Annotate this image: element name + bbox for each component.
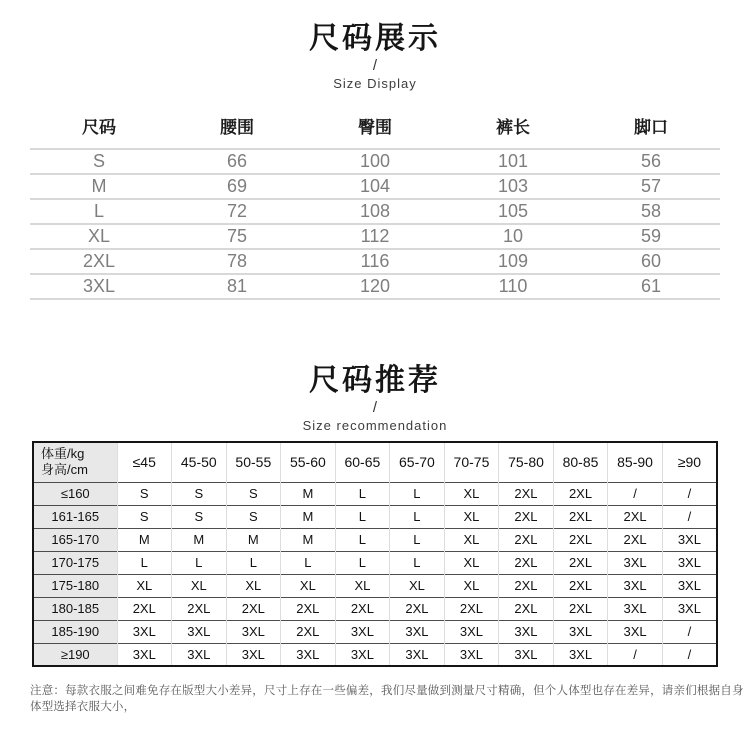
size-table-cell: 104 (359, 176, 391, 196)
recommended-size-cell: 2XL (444, 597, 499, 620)
recommended-size-cell: L (390, 551, 445, 574)
recommended-size-cell: 3XL (662, 528, 717, 551)
recommended-size-cell: L (335, 505, 390, 528)
recommended-size-cell: M (226, 528, 281, 551)
weight-range-header: 85-90 (608, 442, 663, 482)
recommended-size-cell: 3XL (608, 620, 663, 643)
recommended-size-cell: 2XL (172, 597, 227, 620)
recommended-size-cell: 2XL (390, 597, 445, 620)
recommended-size-cell: XL (444, 482, 499, 505)
recommended-size-cell: 2XL (553, 574, 608, 597)
recommended-size-cell: 3XL (117, 643, 172, 666)
recommended-size-cell: 3XL (335, 620, 390, 643)
recommended-size-cell: / (662, 643, 717, 666)
recommendation-row (33, 528, 717, 551)
slash-divider: / (372, 56, 378, 74)
recommended-size-cell: 3XL (390, 643, 445, 666)
recommended-size-cell: 3XL (335, 643, 390, 666)
recommended-size-cell: 3XL (226, 643, 281, 666)
size-table-cell: 81 (226, 276, 248, 296)
recommended-size-cell: XL (117, 574, 172, 597)
recommended-size-cell: L (335, 482, 390, 505)
size-table-cell: 110 (498, 276, 528, 296)
size-recommendation-section (0, 364, 750, 667)
recommended-size-cell: 3XL (281, 643, 336, 666)
recommended-size-cell: 2XL (281, 597, 336, 620)
height-range-cell: 161-165 (33, 505, 117, 528)
size-table-row (30, 149, 720, 174)
recommended-size-cell: M (281, 528, 336, 551)
recommendation-table (32, 441, 718, 667)
recommended-size-cell: XL (335, 574, 390, 597)
recommended-size-cell: 2XL (499, 597, 554, 620)
size-table-row (30, 174, 720, 199)
recommended-size-cell: S (117, 482, 172, 505)
size-recommendation-subtitle: Size recommendation (302, 418, 448, 433)
height-range-cell: 165-170 (33, 528, 117, 551)
weight-range-header: 55-60 (281, 442, 336, 482)
height-range-cell: ≤160 (33, 482, 117, 505)
size-display-title: 尺码展示 (309, 22, 441, 55)
recommended-size-cell: 3XL (172, 620, 227, 643)
recommended-size-cell: 3XL (390, 620, 445, 643)
recommended-size-cell: 3XL (662, 551, 717, 574)
size-recommendation-title: 尺码推荐 (309, 364, 441, 397)
recommended-size-cell: 2XL (499, 505, 554, 528)
recommended-size-cell: XL (281, 574, 336, 597)
recommended-size-cell: S (172, 482, 227, 505)
recommendation-row (33, 551, 717, 574)
recommended-size-cell: 3XL (444, 643, 499, 666)
size-table-cell: 2XL (82, 251, 116, 271)
size-table-cell: 103 (497, 176, 529, 196)
size-recommendation-header (0, 364, 750, 433)
weight-range-header: 75-80 (499, 442, 554, 482)
size-table (30, 107, 720, 300)
height-range-cell: 180-185 (33, 597, 117, 620)
size-table-cell: 72 (226, 201, 248, 221)
recommended-size-cell: L (335, 551, 390, 574)
recommended-size-cell: M (281, 482, 336, 505)
recommended-size-cell: 2XL (226, 597, 281, 620)
weight-range-header: 65-70 (390, 442, 445, 482)
recommended-size-cell: XL (444, 574, 499, 597)
recommended-size-cell: L (117, 551, 172, 574)
weight-range-header: 50-55 (226, 442, 281, 482)
recommended-size-cell: S (117, 505, 172, 528)
recommended-size-cell: 2XL (608, 528, 663, 551)
size-table-cell: XL (87, 226, 111, 246)
size-table-cell: 75 (226, 226, 248, 246)
recommendation-row (33, 482, 717, 505)
recommended-size-cell: 2XL (499, 551, 554, 574)
size-table-cell: L (93, 201, 104, 221)
recommendation-row (33, 643, 717, 666)
size-display-subtitle: Size Display (333, 76, 417, 91)
recommended-size-cell: 2XL (553, 551, 608, 574)
size-table-column-header: 裤长 (496, 118, 530, 137)
recommendation-header-row (33, 442, 717, 482)
recommended-size-cell: XL (172, 574, 227, 597)
size-table-column-header: 尺码 (82, 118, 116, 137)
recommendation-row (33, 574, 717, 597)
recommended-size-cell: L (390, 505, 445, 528)
recommended-size-cell: 3XL (444, 620, 499, 643)
size-table-row (30, 199, 720, 224)
size-table-header-row (30, 107, 720, 149)
size-table-cell: 100 (359, 151, 391, 171)
recommended-size-cell: 2XL (553, 528, 608, 551)
corner-header-cell: 体重/kg 身高/cm (33, 442, 117, 482)
recommended-size-cell: L (390, 482, 445, 505)
weight-range-header: 45-50 (172, 442, 227, 482)
recommended-size-cell: 3XL (553, 620, 608, 643)
size-table-cell: 66 (226, 151, 248, 171)
size-table-cell: 59 (640, 226, 662, 246)
recommendation-row (33, 597, 717, 620)
disclaimer-note: 注意：每款衣服之间难免存在版型大小差异，尺寸上存在一些偏差，我们尽量做到测量尺寸精确，但个人体型也存在差异，请亲们根据自身体型选择衣服大小， (30, 685, 744, 713)
recommended-size-cell: XL (444, 528, 499, 551)
size-table-cell: 78 (226, 251, 248, 271)
recommended-size-cell: 3XL (608, 597, 663, 620)
size-table-cell: 61 (640, 276, 662, 296)
recommended-size-cell: 2XL (608, 505, 663, 528)
slash-divider: / (372, 398, 378, 416)
recommended-size-cell: M (172, 528, 227, 551)
recommended-size-cell: M (117, 528, 172, 551)
height-range-cell: 170-175 (33, 551, 117, 574)
recommended-size-cell: XL (390, 574, 445, 597)
recommended-size-cell: 2XL (553, 597, 608, 620)
recommended-size-cell: M (281, 505, 336, 528)
size-table-cell: 116 (360, 251, 390, 271)
recommended-size-cell: 3XL (553, 643, 608, 666)
recommended-size-cell: XL (444, 551, 499, 574)
recommended-size-cell: L (172, 551, 227, 574)
size-table-cell: 10 (502, 226, 524, 246)
recommended-size-cell: 3XL (172, 643, 227, 666)
size-table-cell: 108 (359, 201, 391, 221)
recommended-size-cell: 2XL (553, 482, 608, 505)
recommended-size-cell: / (662, 620, 717, 643)
recommended-size-cell: / (662, 505, 717, 528)
size-display-header (0, 0, 750, 91)
size-table-row (30, 224, 720, 249)
weight-range-header: 60-65 (335, 442, 390, 482)
size-table-row (30, 274, 720, 299)
recommended-size-cell: 3XL (608, 574, 663, 597)
recommended-size-cell: 3XL (608, 551, 663, 574)
recommended-size-cell: S (172, 505, 227, 528)
recommended-size-cell: 2XL (499, 482, 554, 505)
size-table-cell: 105 (497, 201, 529, 221)
recommended-size-cell: 3XL (499, 620, 554, 643)
size-table-cell: S (92, 151, 105, 171)
recommendation-row (33, 620, 717, 643)
recommended-size-cell: S (226, 482, 281, 505)
weight-range-header: 70-75 (444, 442, 499, 482)
size-table-column-header: 臀围 (358, 118, 392, 137)
size-table-cell: 109 (497, 251, 529, 271)
size-table-cell: 69 (226, 176, 248, 196)
recommended-size-cell: S (226, 505, 281, 528)
size-table-cell: 57 (640, 176, 662, 196)
size-table-cell: 120 (359, 276, 391, 296)
recommended-size-cell: L (390, 528, 445, 551)
height-range-cell: 185-190 (33, 620, 117, 643)
size-table-cell: 101 (497, 151, 529, 171)
recommended-size-cell: 3XL (662, 574, 717, 597)
recommended-size-cell: L (281, 551, 336, 574)
recommended-size-cell: 2XL (335, 597, 390, 620)
size-table-cell: M (91, 176, 107, 196)
recommended-size-cell: L (226, 551, 281, 574)
recommended-size-cell: 2XL (553, 505, 608, 528)
recommended-size-cell: 3XL (226, 620, 281, 643)
height-range-cell: ≥190 (33, 643, 117, 666)
weight-range-header: ≥90 (662, 442, 717, 482)
size-table-cell: 112 (360, 226, 390, 246)
recommended-size-cell: / (608, 482, 663, 505)
recommended-size-cell: 2XL (281, 620, 336, 643)
size-table-cell: 60 (640, 251, 662, 271)
size-table-cell: 58 (640, 201, 662, 221)
weight-range-header: ≤45 (117, 442, 172, 482)
recommended-size-cell: / (608, 643, 663, 666)
size-table-cell: 3XL (82, 276, 116, 296)
recommended-size-cell: L (335, 528, 390, 551)
size-table-cell: 56 (640, 151, 662, 171)
recommended-size-cell: / (662, 482, 717, 505)
recommended-size-cell: 3XL (117, 620, 172, 643)
recommendation-row (33, 505, 717, 528)
recommended-size-cell: 3XL (499, 643, 554, 666)
size-table-column-header: 脚口 (634, 118, 668, 137)
recommended-size-cell: XL (226, 574, 281, 597)
height-range-cell: 175-180 (33, 574, 117, 597)
size-display-section (0, 0, 750, 300)
recommended-size-cell: 2XL (499, 574, 554, 597)
recommended-size-cell: 2XL (117, 597, 172, 620)
recommended-size-cell: XL (444, 505, 499, 528)
recommended-size-cell: 3XL (662, 597, 717, 620)
size-table-row (30, 249, 720, 274)
weight-range-header: 80-85 (553, 442, 608, 482)
size-table-column-header: 腰围 (220, 118, 254, 137)
recommended-size-cell: 2XL (499, 528, 554, 551)
